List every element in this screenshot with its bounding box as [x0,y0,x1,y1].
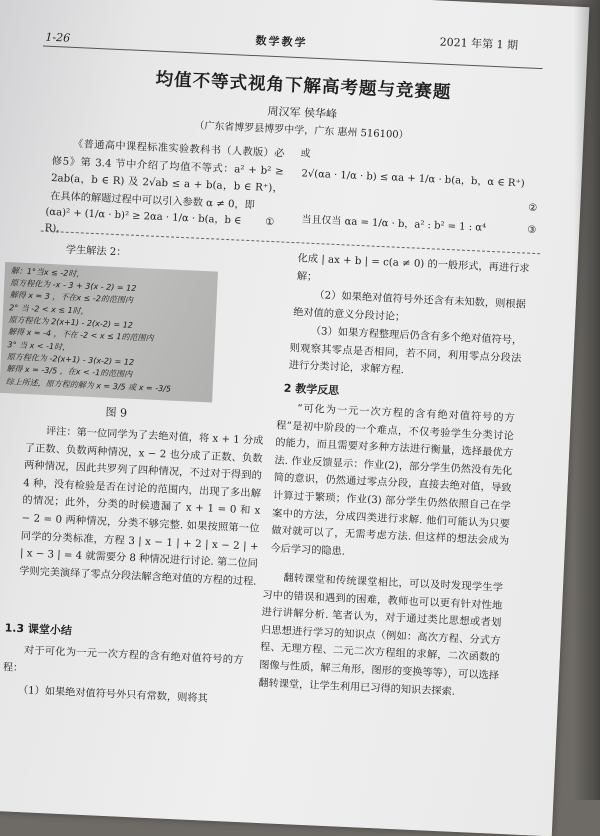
handwriting-line: 解得 x = -4 ，不在 -2 < x ≤ 1的范围内 [7,327,154,343]
page-number: 1-26 [45,30,71,45]
summary-item-2: （2）如果绝对值符号外还含有未知数，则根据绝对值的意义分段讨论； [292,290,527,323]
equation-3-number: ③ [526,224,537,237]
summary-paragraph: 对于可化为一元一次方程的含有绝对值符号的方程： [2,645,244,674]
handwritten-solution-photo [0,262,218,403]
figure-caption: 图 9 [105,405,128,420]
equation-1: (αa)² + (1/α · b)² ≥ 2αa · 1/α · b(a，b ∈ R)， [44,206,242,235]
page-fold-shadow [574,0,600,800]
issue-label: 2021 年第 1 期 [439,35,519,53]
article-title: 均值不等式视角下解高考题与竞赛题 [155,69,452,104]
equation-2-number: ② [527,202,538,215]
equation-3: 当且仅当 αa = 1/α · b，a² : b² = 1 : α⁴ [301,214,487,234]
handwriting-line: 解得 x = 3 ，不在x ≤ -2的范围内 [9,290,134,305]
reflection-paragraph-1: “可化为一元一次方程的含有绝对值符号的方程”是初中阶段的一个难点，不仅考验学生分类讨论的能力，而且需要对多种方法进行衡量，选择最优方法. 作业反馈显示：作业(2)，部分学生仍然没有先化简的意识，仍然通过零点分段，直接去绝对值，导致计算过于繁琐；作业(3) 部分学生仍然依照自己在学案中的方法，分成四类进行求解. 他们可能认为只要做对就可以了，无需考虑方法. 但这样的想法会成为今后学习的隐患. [270,403,515,558]
summary-item-1: （1）如果绝对值符号外只有常数，则将其 [17,685,208,705]
author-affiliation: （广东省博罗县博罗中学，广东 惠州 516100） [194,120,409,142]
handwriting-line: 原方程化为 -2(x+1) - 3(x-2) = 12 [6,352,135,367]
summary-item-3: （3）如果方程整理后仍含有多个绝对值符号，则观察其零点是否相同，若不同，利用零点分段法进行分类讨论，求解方程. [288,325,523,377]
reflection-paragraph-2: 翻转课堂和传统课堂相比，可以及时发现学生学习中的错误和遇到的困难，教师也可以更有针对性地进行讲解分析. 笔者认为，对于通过类比思想或者划归思想进行学习的知识点（例如：高次方程、分式方程、无理方程、二元二次方程组的求解，二次函数的图像与性质，解三角形，图形的变换等等），可以选择翻转课堂，让学生利用已习得的知识去探索. [258,572,504,698]
handwriting-line: 综上所述，原方程的解为 x = 3/5 或 x = -3/5 [5,377,172,394]
student-solution-label: 学生解法 2： [65,244,127,259]
handwriting-line: 2° 当 -2 < x ≤ 1时， [8,303,89,316]
handwriting-line: 解得 x = -3/5 ，在x < -1的范围内 [6,364,133,379]
section-heading-2: 2 教学反思 [283,381,340,398]
handwriting-line: 解：1°当x ≤ -2时， [10,266,85,279]
article-authors: 周汉军 侯华峰 [267,104,338,121]
handwriting-line: 原方程化为 2(x+1) - 2(x-2) = 12 [8,315,134,330]
equation-1-number: ① [265,216,275,229]
or-label: 或 [300,148,311,160]
comment-paragraph: 评注：第一位同学为了去绝对值，将 x + 1 分成了正数、负数两种情况，x − 2 也分成了正数、负数两种情况，因此共罗列了四种情况，不过对于得到的 4 种，没有检验是否在讨论的范围内，出现了多出解的情况；此外，分类的时候遗漏了 x + 1 = 0 和 x − 2 = 0 两种情况，分类不够完整. 如果按照第一位同学的分类标准，方程 3 | x − 1 | + 2 | x − 2 | + | x − 3 | = 4 就需要分 8 种情况进行讨论. 第二位同学则完美演绎了零点分段法解含绝对值的方程的过程. [18,426,264,588]
equation-2: 2√(αa · 1/α · b) ≤ αa + 1/α · b(a，b，α ∈ R⁺) [301,168,525,190]
section-heading-1-3: 1.3 课堂小结 [4,621,73,638]
right-continuation: 化成 | ax + b | = c(a ≠ 0) 的一般形式，再进行求解； [296,253,530,283]
handwriting-line: 3° 当 x < -1时， [7,340,71,353]
handwriting-line: 原方程化为 -x - 3 + 3(x - 2) = 12 [10,278,137,293]
intro-paragraph: 《普通高中课程标准实验教科书（人教版）必修5》第 3.4 节中介绍了均值不等式：a² + b² ≥ 2ab(a，b ∈ R) 及 2√ab ≤ a + b(a，b ∈ R⁺)，在具体的解题过程中可以引入参数 α ≠ 0，即 [50,138,285,212]
journal-name: 数学教学 [255,34,308,50]
